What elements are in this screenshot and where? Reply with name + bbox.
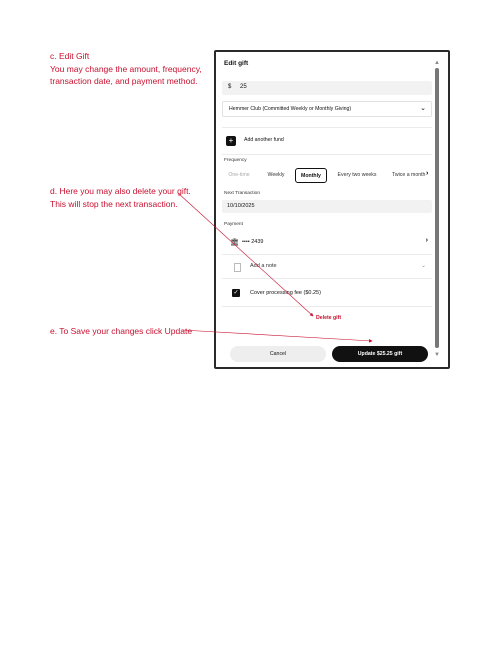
next-transaction-label: Next Transaction [224, 191, 260, 196]
plus-icon: + [226, 136, 236, 146]
annotation-e-line1: e. To Save your changes click Update [50, 326, 193, 336]
chevron-down-icon: ⌄ [420, 105, 426, 112]
arrow-update [182, 330, 372, 341]
amount-value: 25 [240, 84, 247, 90]
arrow-delete [178, 193, 313, 316]
next-transaction-date: 10/10/2025 [227, 203, 255, 209]
freq-option-twice-a-month[interactable]: Twice a month [392, 172, 426, 178]
chevron-down-icon: ⌄ [420, 263, 426, 269]
bank-icon: 🏛 [230, 239, 239, 246]
freq-option-monthly[interactable]: Monthly [295, 168, 327, 183]
freq-option-every-two-weeks[interactable]: Every two weeks [337, 172, 377, 178]
fund-select-value: Hemmer Club (Committed Weekly or Monthly Giving) [229, 106, 352, 112]
annotation-c-line2: transaction date, and payment method. [50, 76, 198, 86]
update-gift-button[interactable]: Update $25.25 gift [332, 346, 428, 362]
scroll-down-icon[interactable]: ▼ [434, 352, 440, 358]
add-note-label: Add a note [250, 263, 277, 269]
delete-gift-link[interactable]: Delete gift [316, 315, 342, 321]
chevron-right-icon: › [425, 237, 428, 244]
cancel-button[interactable]: Cancel [230, 346, 326, 362]
annotation-d-line2: This will stop the next transaction. [50, 198, 178, 209]
annotation-c-line1: You may change the amount, frequency, [50, 63, 202, 74]
payment-method: •••• 2439 [242, 239, 264, 245]
modal-title: Edit gift [224, 60, 249, 67]
cover-fee-label: Cover processing fee ($0.25) [250, 290, 321, 296]
payment-label: Payment [224, 222, 243, 227]
chevron-right-icon[interactable]: › [426, 170, 429, 177]
currency-symbol: $ [228, 84, 232, 90]
checkmark-icon[interactable]: ✓ [233, 290, 239, 296]
freq-option-one-time[interactable]: One-time [228, 172, 250, 178]
add-fund-label: Add another fund [244, 137, 284, 143]
annotation-c-title: c. Edit Gift [50, 51, 90, 61]
frequency-label: Frequency [224, 158, 247, 163]
scroll-up-icon[interactable]: ▲ [434, 60, 440, 66]
freq-option-weekly[interactable]: Weekly [267, 172, 285, 178]
annotation-d-line1: d. Here you may also delete your gift. [50, 186, 191, 196]
